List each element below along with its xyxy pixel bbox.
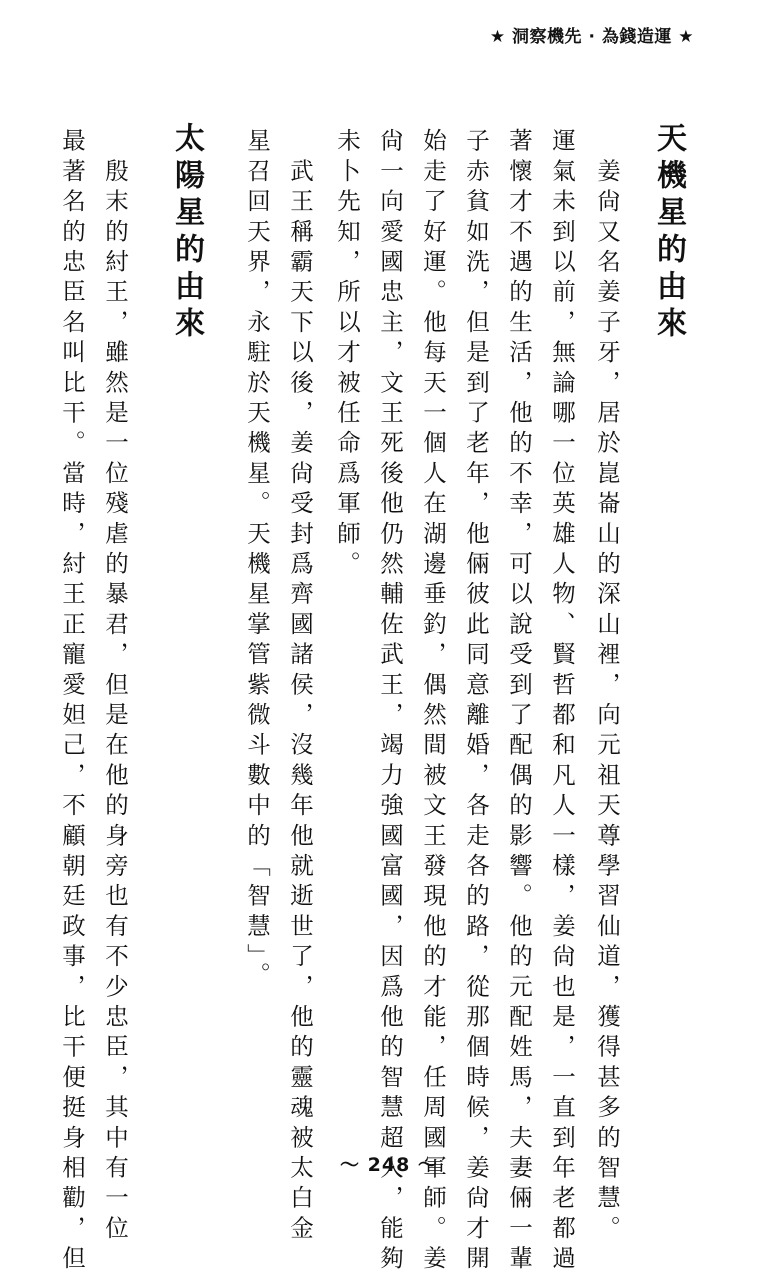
text-column: 星召回天界，永駐於天機星。天機星掌管紫微斗數中的「智慧」。 bbox=[243, 128, 271, 993]
text-column: 著懷才不遇的生活，他的不幸，可以說受到了配偶的影響。他的元配姓馬，夫妻倆一輩 bbox=[505, 128, 533, 1276]
text-column: 子赤貧如洗，但是到了老年，他倆彼此同意離婚，各走各的路，從那個時候，姜尙才開 bbox=[462, 128, 490, 1276]
section-heading-tianji: 天機星的由來 bbox=[651, 122, 686, 344]
running-head: ★ 洞察機先 · 為錢造運 ★ bbox=[489, 27, 694, 47]
text-column: 尙一向愛國忠主，文王死後他仍然輔佐武王，竭力強國富國，因爲他的智慧超人，能夠 bbox=[376, 128, 404, 1276]
text-column: 殷末的紂王，雖然是一位殘虐的暴君，但是在他的身旁也有不少忠臣，其中有一位 bbox=[101, 128, 129, 1246]
text-column: 始走了好運。他每天一個人在湖邊垂釣，偶然間被文王發現他的才能，任周國軍師。姜 bbox=[419, 128, 447, 1276]
text-column: 運氣未到以前，無論哪一位英雄人物、賢哲都和凡人一樣，姜尙也是，一直到年老都過 bbox=[548, 128, 576, 1276]
section-heading-taiyang: 太陽星的由來 bbox=[169, 122, 204, 344]
text-column: 未卜先知，所以才被任命爲軍師。 bbox=[333, 128, 361, 581]
text-column: 武王稱霸天下以後，姜尙受封爲齊國諸侯，沒幾年他就逝世了，他的靈魂被太白金 bbox=[286, 128, 314, 1246]
page-number: ～ 248 ～ bbox=[340, 1154, 438, 1176]
text-column: 最著名的忠臣名叫比干。當時，紂王正寵愛妲己，不顧朝廷政事，比干便挺身相勸，但 bbox=[58, 128, 86, 1276]
text-column: 姜尙又名姜子牙，居於崑崙山的深山裡，向元祖天尊學習仙道，獲得甚多的智慧。 bbox=[593, 128, 621, 1246]
